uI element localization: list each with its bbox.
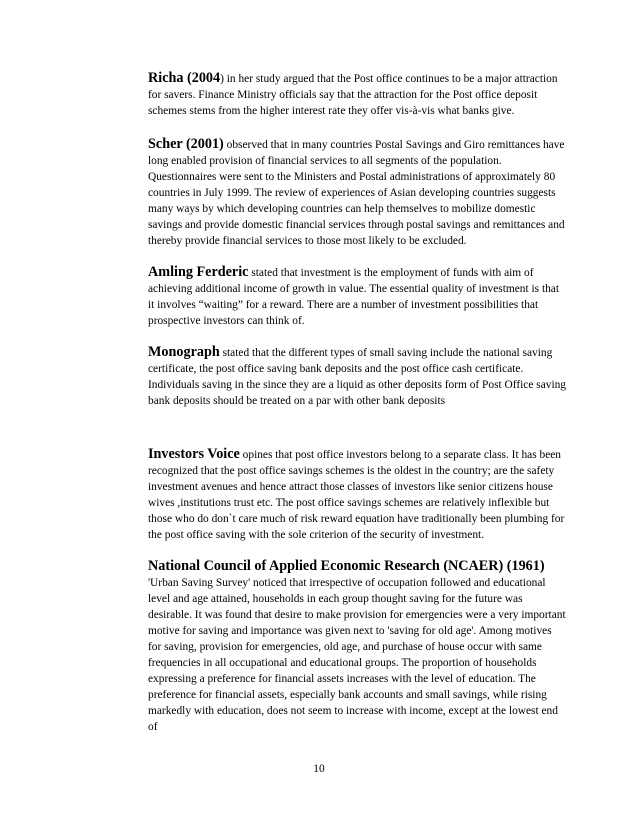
lead-amling: Amling Ferderic [148, 264, 249, 280]
paragraph-amling [148, 264, 566, 329]
page-number: 10 [313, 763, 325, 775]
paragraph-richa [148, 70, 566, 119]
body-monograph: stated that the different types of small saving include the national saving certificate, the post office saving bank deposits and the post office cash certificate. Individuals saving in the since they are a liquid as other deposits form of Post Office saving bank deposits should be treated on a par with other bank deposits [148, 347, 566, 407]
lead-ncaer: National Council of Applied Economic Research (NCAER) (1961) [148, 558, 545, 574]
body-amling: stated that investment is the employment of funds with aim of achieving additional income of growth in value. The essential quality of investment is that it involves “waiting” for a reward. There are a number of investment possibilities that prospective investors can think of. [148, 267, 560, 327]
lead-investors-voice: Investors Voice [148, 446, 240, 462]
body-scher: observed that in many countries Postal Savings and Giro remittances have long enabled provision of financial services to all segments of the population. Questionnaires were sent to the Ministers and Postal administrations of approximately 80 countries in July 1999. The review of experiences of Asian developing countries suggests many ways by which developing countries can help themselves to mobilize domestic savings and provide domestic financial services through postal savings and remittances and thereby provide financial services to those most likely to be excluded. [148, 139, 565, 247]
body-ncaer: 'Urban Saving Survey' noticed that irrespective of occupation followed and educational level and age attained, households in each group thought saving for the future was desirable. It was found that desire to make provision for emergencies were a very important motive for saving and importance was given next to 'saving for old age'. Among motives for saving, provision for emergencies, old age, and purchase of house occur with same frequencies in all occupational and educational groups. The proportion of households expressing a preference for financial assets increases with the level of education. The preference for financial assets, especially bank accounts and small savings, while rising markedly with education, does not seem to increase with income, except at the lowest end of [148, 577, 566, 733]
lead-scher: Scher (2001) [148, 136, 224, 152]
lead-monograph: Monograph [148, 344, 220, 360]
page-content [148, 70, 566, 735]
paragraph-scher [148, 136, 566, 249]
body-richa: in her study argued that the Post office continues to be a major attraction for savers. Finance Ministry officials say that the attraction for the Post office deposit schemes stems from the higher interest rate they offer vis-à-vis what banks give. [148, 73, 558, 117]
paragraph-investors-voice [148, 446, 566, 543]
paragraph-monograph [148, 344, 566, 409]
paragraph-ncaer [148, 558, 566, 735]
body-investors-voice: opines that post office investors belong to a separate class. It has been recognized that the post office savings schemes is the oldest in the country; are the safety investment avenues and hence attract those classes of investors like senior citizens house wives ,institutions trust etc. The post office savings schemes are relatively inflexible but those who do don`t care much of risk reward equation have traditionally been plumbing for the post office saving with the sole criterion of the security of investment. [148, 449, 565, 541]
lead-richa-tail: ) [220, 73, 224, 85]
lead-richa: Richa (2004 [148, 70, 221, 86]
